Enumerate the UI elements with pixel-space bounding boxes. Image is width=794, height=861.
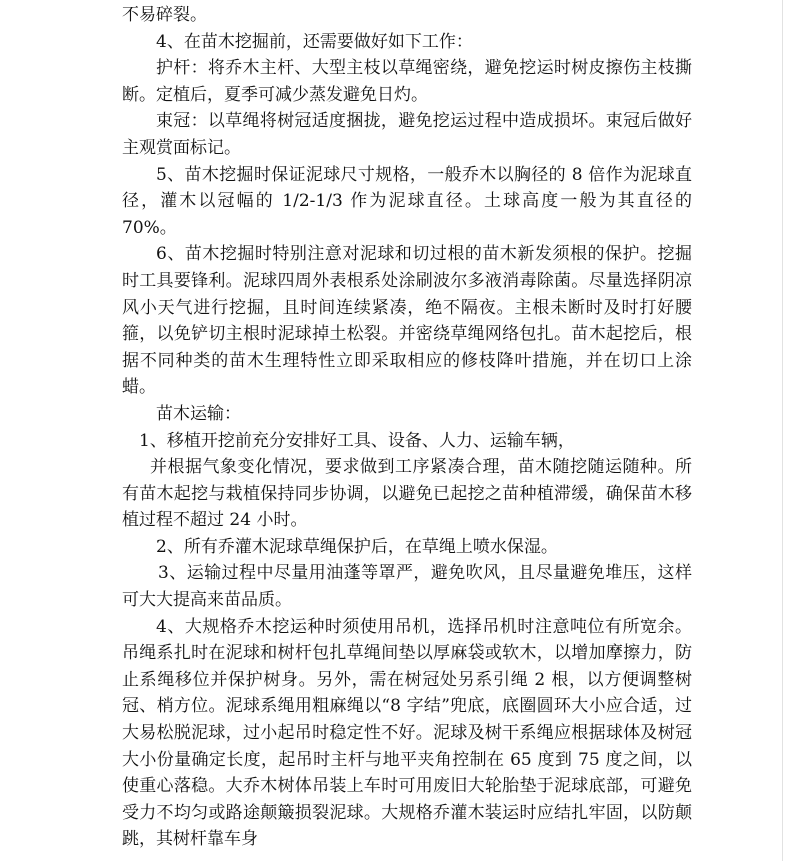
section-heading-transport: 苗木运输：	[156, 403, 241, 424]
paragraph-protect-trunk: 护杆：将乔木主杆、大型主枝以草绳密绕，避免挖运时树皮擦伤主枝撕断。定植后，夏季可减少蒸发避免日灼。	[122, 58, 692, 105]
paragraph-transport-3: 3、运输过程中尽量用油蓬等罩严，避免吹风，且尽量避免堆压，这样可大大提高来苗品质。	[122, 563, 692, 611]
paragraph-bind-crown: 束冠：以草绳将树冠适度捆拢，避免挖运过程中造成损坏。束冠后做好主观赏面标记。	[122, 111, 692, 158]
paragraph-continuation: 不易碎裂。	[122, 5, 207, 25]
paragraph-transport-1-continued: 并根据气象变化情况，要求做到工序紧凑合理，苗木随挖随运随种。所有苗木起挖与栽植保持同步协调，以避免已起挖之苗种植滞缓，确保苗木移植过程不超过 24 小时。	[122, 457, 692, 531]
paragraph-item-4-heading: 4、在苗木挖掘前，还需要做好如下工作：	[156, 31, 473, 52]
page-edge-divider	[782, 0, 783, 861]
paragraph-item-5: 5、苗木挖掘时保证泥球尺寸规格，一般乔木以胸径的 8 倍作为泥球直径，灌木以冠幅的 1/2-1/3 作为泥球直径。土球高度一般为其直径的 70%。	[122, 164, 692, 238]
paragraph-item-6: 6、苗木挖掘时特别注意对泥球和切过根的苗木新发须根的保护。挖掘时工具要锋利。泥球四周外表根系处涂刷波尔多液消毒除菌。尽量选择阴凉风小天气进行挖掘，且时间连续紧凑，绝不隔夜。主根未断时及时打好腰箍，以免铲切主根时泥球掉土松裂。并密绕草绳网络包扎。苗木起挖后，根据不同种类的苗木生理特性立即采取相应的修枝降叶措施，并在切口上涂蜡。	[122, 244, 692, 398]
document-body	[122, 2, 692, 853]
paragraph-transport-4: 4、大规格乔木挖运种时须使用吊机，选择吊机时注意吨位有所宽余。吊绳系扎时在泥球和树杆包扎草绳间垫以厚麻袋或软木，以增加摩擦力，防止系绳移位并保护树身。另外，需在树冠处另系引绳 2 根，以方便调整树冠、梢方位。泥球系绳用粗麻绳以“8 字结”兜底，底圈圆环大小应合适，过大易松脱泥球，过小起吊时稳定性不好。泥球及树干系绳应根据球体及树冠大小份量确定长度，起吊时主杆与地平夹角控制在 65 度到 75 度之间，以使重心落稳。大乔木树体吊装上车时可用废旧大轮胎垫于泥球底部，可避免受力不均匀或路途颠簸损裂泥球。大规格乔灌木装运时应结扎牢固，以防颠跳，其树杆靠车身	[122, 616, 692, 850]
paragraph-transport-1: 1、移植开挖前充分安排好工具、设备、人力、运输车辆，	[139, 430, 575, 451]
paragraph-transport-2: 2、所有乔灌木泥球草绳保护后，在草绳上喷水保湿。	[156, 536, 558, 557]
